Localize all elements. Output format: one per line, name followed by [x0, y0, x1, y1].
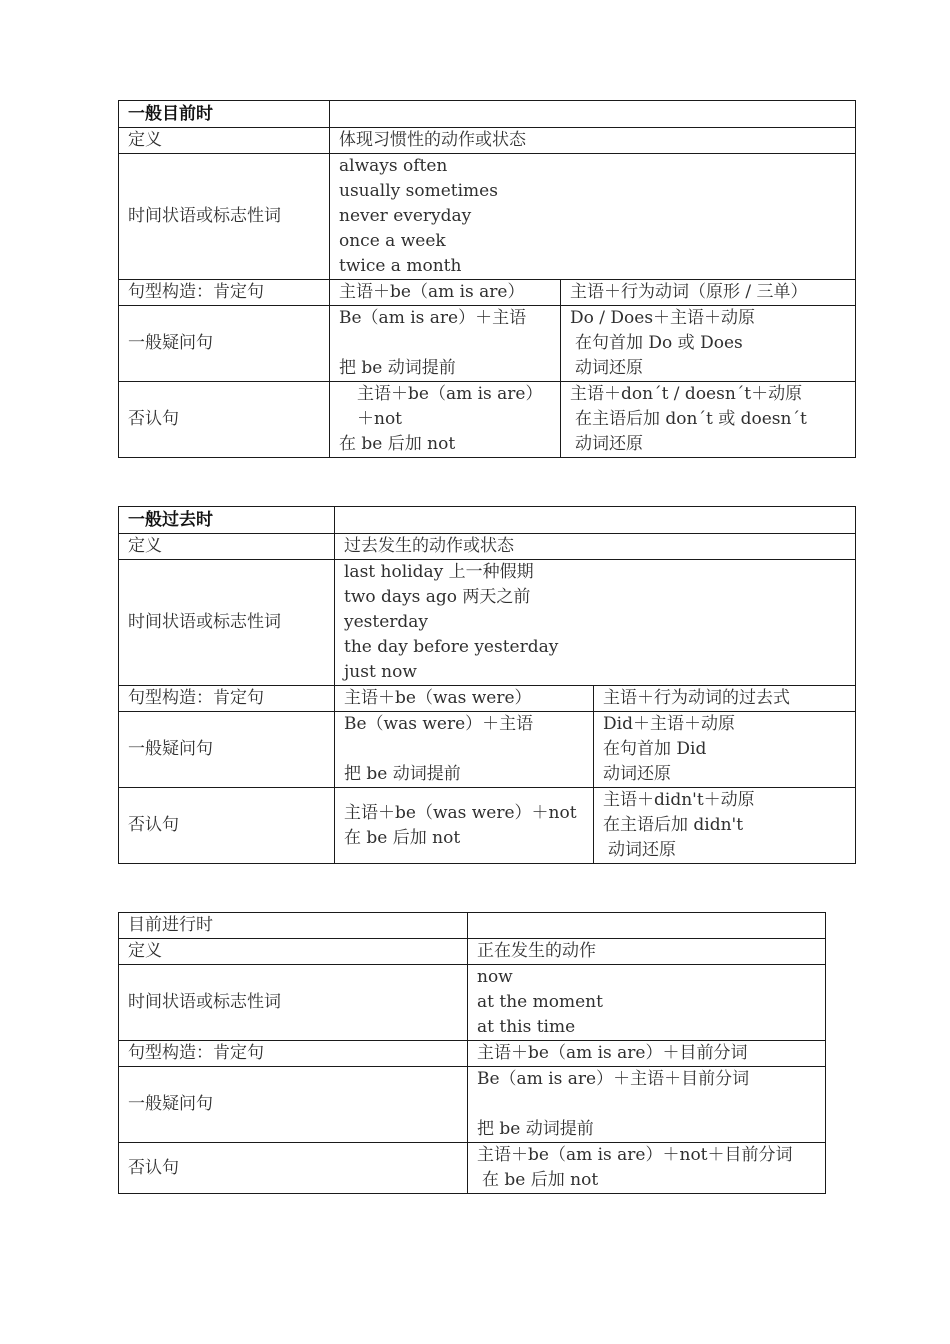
table-row — [119, 965, 826, 1041]
table-title: 一般过去时 — [119, 507, 335, 534]
question-line: Be（am is are）＋主语＋目前分词 — [477, 1069, 750, 1089]
table-row — [119, 1041, 826, 1067]
simple-past-table — [118, 506, 856, 864]
table-title-blank — [468, 913, 826, 939]
time-word: now — [477, 967, 513, 987]
blank-line — [344, 737, 593, 762]
table-row — [119, 1143, 826, 1194]
question-be-line: 把 be 动词提前 — [344, 764, 461, 784]
negative-verb-line: 动词还原 — [575, 434, 643, 454]
time-word: two days ago 两天之前 — [344, 587, 531, 607]
table-title: 一般目前时 — [119, 101, 330, 128]
table-row — [119, 712, 856, 788]
table-row — [119, 507, 856, 534]
table-row — [119, 788, 856, 864]
blank-line — [477, 1092, 825, 1117]
time-word: usually sometimes — [339, 181, 498, 201]
negative-label: 否认句 — [119, 788, 335, 864]
time-word: yesterday — [344, 612, 429, 632]
affirmative-label: 句型构造：肯定句 — [119, 1041, 468, 1067]
affirmative-label: 句型构造：肯定句 — [119, 280, 330, 306]
time-words-label: 时间状语或标志性词 — [119, 965, 468, 1041]
affirmative-verb: 主语＋行为动词的过去式 — [594, 686, 856, 712]
question-be-line: Be（am is are）＋主语 — [339, 308, 527, 328]
question-verb-line: 动词还原 — [603, 764, 671, 784]
negative-verb-line: 在主语后加 don´t 或 doesn´t — [575, 409, 807, 429]
question-verb-line: Do / Does＋主语＋动原 — [570, 308, 756, 328]
definition-label: 定义 — [119, 534, 335, 560]
time-words-label: 时间状语或标志性词 — [119, 154, 330, 280]
table-row — [119, 101, 856, 128]
question-be — [335, 712, 594, 788]
negative-verb-line: 动词还原 — [608, 840, 676, 860]
negative-verb-line: 主语＋didn't＋动原 — [603, 790, 755, 810]
affirmative-label: 句型构造：肯定句 — [119, 686, 335, 712]
table-title: 目前进行时 — [119, 913, 468, 939]
negative-be — [335, 788, 594, 864]
table-row — [119, 128, 856, 154]
question-verb-line: 在句首加 Did — [603, 739, 707, 759]
definition-value: 正在发生的动作 — [468, 939, 826, 965]
question-label: 一般疑问句 — [119, 712, 335, 788]
negative-line: 主语＋be（am is are）＋not＋目前分词 — [477, 1145, 793, 1165]
question-label: 一般疑问句 — [119, 306, 330, 382]
question-verb — [594, 712, 856, 788]
question-be-line: 把 be 动词提前 — [339, 358, 456, 378]
time-words-cell — [330, 154, 856, 280]
negative-value — [468, 1143, 826, 1194]
negative-be-line: 主语＋be（am is are） — [357, 384, 543, 404]
table-row — [119, 1067, 826, 1143]
question-be — [330, 306, 561, 382]
time-word: always often — [339, 156, 448, 176]
table-row — [119, 154, 856, 280]
time-words-label: 时间状语或标志性词 — [119, 560, 335, 686]
negative-line: 在 be 后加 not — [482, 1170, 599, 1190]
time-word: last holiday 上一种假期 — [344, 562, 534, 582]
time-word: the day before yesterday — [344, 637, 559, 657]
definition-label: 定义 — [119, 128, 330, 154]
time-word: at the moment — [477, 992, 603, 1012]
affirmative-verb: 主语＋行为动词（原形 / 三单） — [561, 280, 856, 306]
question-line: 把 be 动词提前 — [477, 1119, 594, 1139]
table-row — [119, 939, 826, 965]
definition-value: 过去发生的动作或状态 — [335, 534, 856, 560]
time-word: once a week — [339, 231, 446, 251]
table-title-blank — [330, 101, 856, 128]
negative-be-line: ＋not — [357, 409, 403, 429]
negative-verb — [561, 382, 856, 458]
time-word: at this time — [477, 1017, 576, 1037]
question-label: 一般疑问句 — [119, 1067, 468, 1143]
negative-be-line: 在 be 后加 not — [344, 827, 461, 848]
negative-label: 否认句 — [119, 1143, 468, 1194]
question-verb-line: Did＋主语＋动原 — [603, 714, 735, 734]
question-be-line: Be（was were）＋主语 — [344, 714, 534, 734]
present-continuous-table — [118, 912, 826, 1194]
definition-label: 定义 — [119, 939, 468, 965]
definition-value: 体现习惯性的动作或状态 — [330, 128, 856, 154]
time-words-cell — [335, 560, 856, 686]
question-value — [468, 1067, 826, 1143]
negative-verb — [594, 788, 856, 864]
affirmative-be: 主语＋be（was were） — [335, 686, 594, 712]
table-row — [119, 913, 826, 939]
table-row — [119, 686, 856, 712]
affirmative-be: 主语＋be（am is are） — [330, 280, 561, 306]
time-words-cell — [468, 965, 826, 1041]
table-row — [119, 560, 856, 686]
negative-be — [330, 382, 561, 458]
simple-present-table — [118, 100, 856, 458]
negative-label: 否认句 — [119, 382, 330, 458]
question-verb-line: 在句首加 Do 或 Does — [575, 333, 743, 353]
table-row — [119, 306, 856, 382]
table-row — [119, 382, 856, 458]
table-title-blank — [335, 507, 856, 534]
negative-verb-line: 在主语后加 didn't — [603, 815, 744, 835]
time-word: twice a month — [339, 256, 462, 276]
question-verb — [561, 306, 856, 382]
time-word: just now — [344, 662, 417, 682]
time-word: never everyday — [339, 206, 472, 226]
table-row — [119, 280, 856, 306]
table-row — [119, 534, 856, 560]
negative-be-line: 在 be 后加 not — [339, 434, 456, 454]
negative-be-line: 主语＋be（was were）＋not — [344, 802, 577, 823]
blank-line — [339, 331, 560, 356]
negative-verb-line: 主语＋don´t / doesn´t＋动原 — [570, 384, 803, 404]
affirmative-value: 主语＋be（am is are）＋目前分词 — [468, 1041, 826, 1067]
question-verb-line: 动词还原 — [575, 358, 643, 378]
